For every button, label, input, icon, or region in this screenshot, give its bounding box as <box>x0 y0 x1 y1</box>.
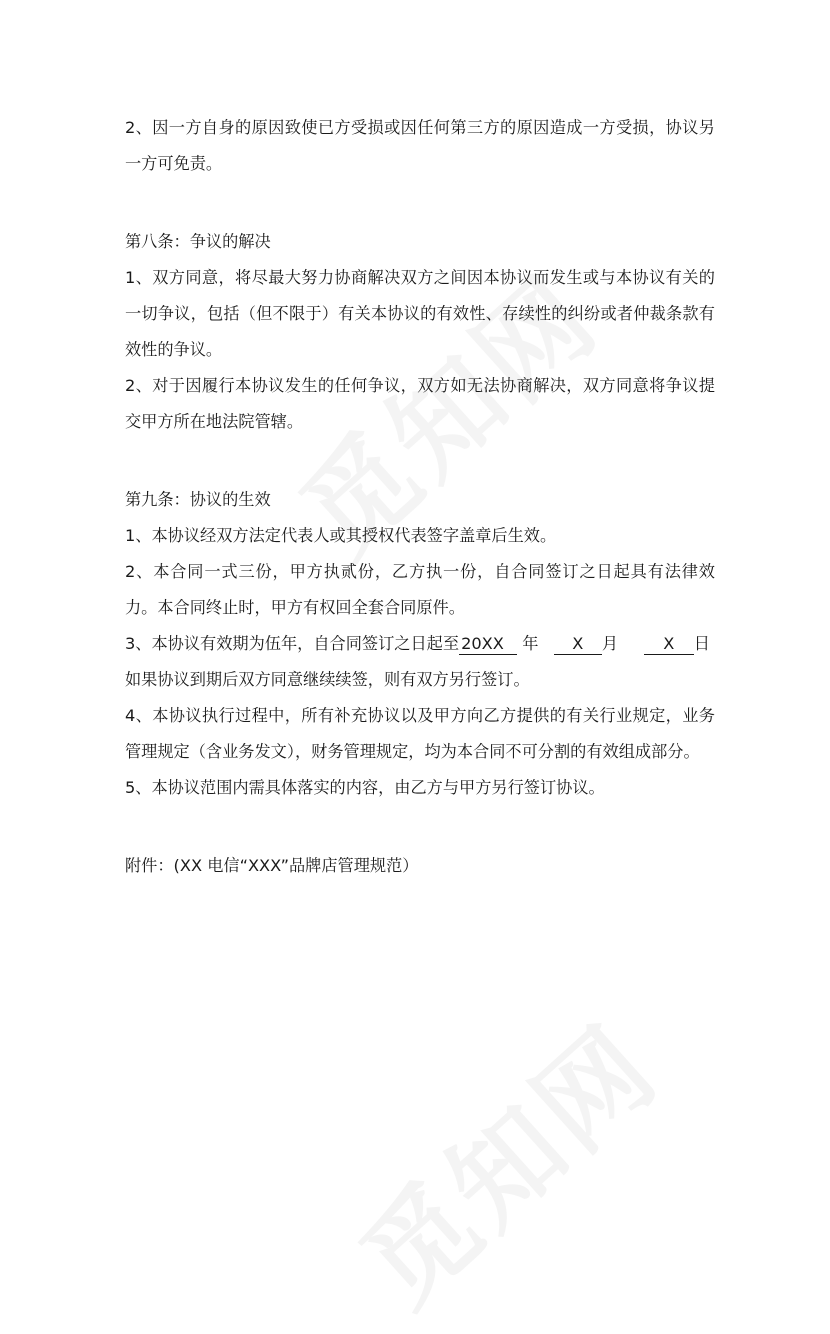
section-spacer <box>125 182 715 224</box>
article-9-heading: 第九条：协议的生效 <box>125 490 271 509</box>
clause-9-item-1: 1、本协议经双方法定代表人或其授权代表签字盖章后生效。 <box>125 526 557 545</box>
month-label: 月 <box>601 634 619 653</box>
article-8-heading: 第八条：争议的解决 <box>125 232 271 251</box>
clause-9-item-4: 4、本协议执行过程中，所有补充协议以及甲方向乙方提供的有关行业规定，业务管理规定（含业务发文），财务管理规定，均为本合同不可分割的有效组成部分。 <box>125 706 715 761</box>
day-label: 日 <box>693 634 710 653</box>
clause-8-item-1: 1、双方同意，将尽最大努力协商解决双方之间因本协议而发生或与本协议有关的一切争议，包括（但不限于）有关本协议的有效性、存续性的纠纷或者仲裁条款有效性的争议。 <box>125 268 715 359</box>
clause-9-item-3 <box>125 626 715 698</box>
clause-9-item-5: 5、本协议范围内需具体落实的内容，由乙方与甲方另行签订协议。 <box>125 778 605 797</box>
clause-7-item-2: 2、因一方自身的原因致使已方受损或因任何第三方的原因造成一方受损，协议另一方可免责。 <box>125 118 715 173</box>
watermark-text <box>322 984 686 1334</box>
clause-9-item-3-suffix: 如果协议到期后双方同意继续续签，则有双方另行签订。 <box>125 670 530 689</box>
year-label: 年 <box>522 634 539 653</box>
clause-9-item-3-prefix: 3、本协议有效期为伍年，自合同签订之日起至 <box>125 634 460 653</box>
term-end-month-field: X <box>554 634 602 655</box>
attachment-note: 附件：(XX 电信“XXX”品牌店管理规范） <box>125 856 419 875</box>
section-spacer <box>125 806 715 848</box>
term-end-year-field: 20XX <box>459 634 517 655</box>
term-end-day-field: X <box>644 634 694 655</box>
clause-8-item-2: 2、对于因履行本协议发生的任何争议，双方如无法协商解决，双方同意将争议提交甲方所在地法院管辖。 <box>125 376 715 431</box>
clause-9-item-2: 2、本合同一式三份，甲方执贰份，乙方执一份，自合同签订之日起具有法律效力。本合同终止时，甲方有权回全套合同原件。 <box>125 562 715 617</box>
section-spacer <box>125 440 715 482</box>
document-body <box>125 110 715 884</box>
